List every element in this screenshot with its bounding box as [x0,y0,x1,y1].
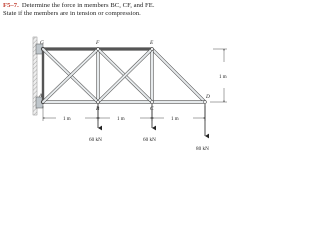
joint-label-g: G [40,40,44,46]
problem-line-1: Determine the force in members BC, CF, and FE. [21,2,155,9]
joint-f [97,48,100,51]
problem-id: F5–7. [3,2,19,9]
truss-members [43,49,205,102]
joint-e [151,48,154,51]
joint-c [151,101,154,104]
load-label-d: 80 kN [196,146,209,152]
dimension-span-1: 1 m [63,117,71,122]
joint-d [204,101,207,104]
load-label-c: 60 kN [143,137,156,143]
joint-label-f: F [96,40,100,46]
joint-label-a: A [39,93,43,99]
joint-label-e: E [150,40,154,46]
problem-line-2: State if the members are in tension or compression. [3,10,141,17]
joint-label-c: C [150,106,154,112]
joint-label-b: B [96,106,100,112]
dimension-span-3: 1 m [171,117,179,122]
load-label-b: 60 kN [89,137,102,143]
dimension-height: 1 m [219,75,227,80]
joint-b [97,101,100,104]
joint-label-d: D [206,94,210,100]
dimension-span-2: 1 m [117,117,125,122]
